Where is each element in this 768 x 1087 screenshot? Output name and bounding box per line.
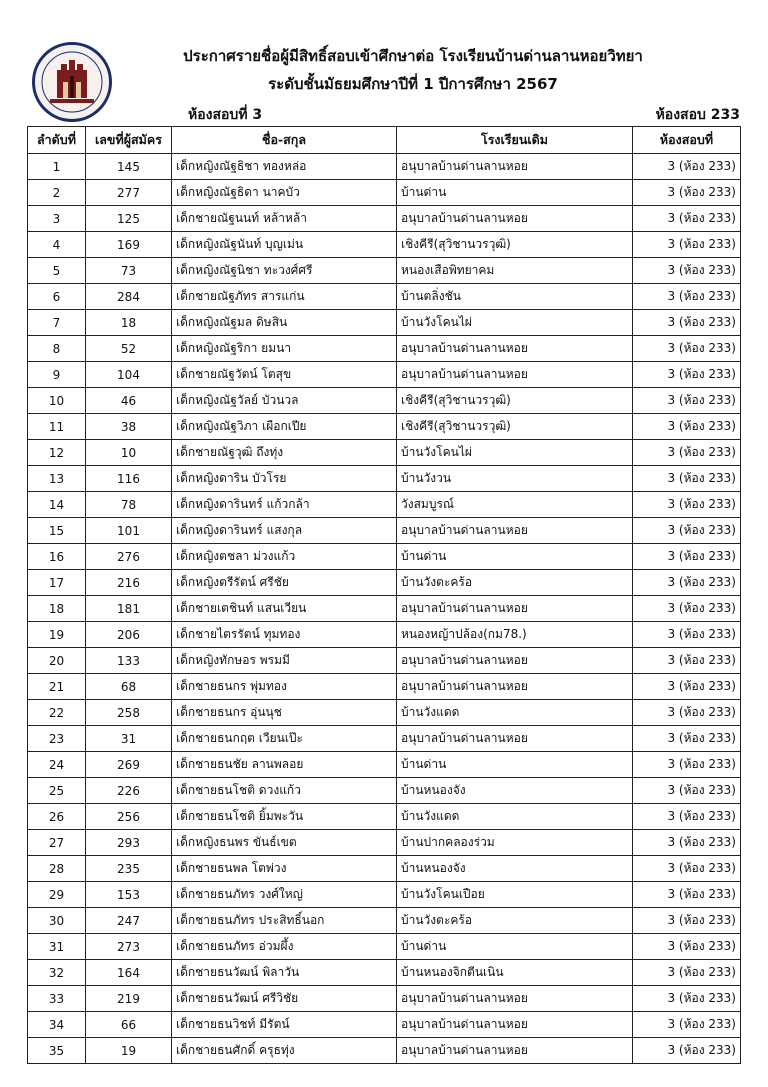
student-name: เด็กชายธนกร อุ่นนุช: [172, 700, 397, 726]
row-order: 6: [28, 284, 86, 310]
row-order: 15: [28, 518, 86, 544]
row-order: 16: [28, 544, 86, 570]
student-name: เด็กชายเตชินท์ แสนเวียน: [172, 596, 397, 622]
announcement-title: ประกาศรายชื่อผู้มีสิทธิ์สอบเข้าศึกษาต่อ โรงเรียนบ้านด่านลานหอยวิทยา: [183, 47, 643, 65]
table-row: [28, 856, 741, 882]
student-name: เด็กชายณัฐวัตน์ โตสุข: [172, 362, 397, 388]
former-school: อนุบาลบ้านด่านลานหอย: [397, 336, 633, 362]
exam-room: 3 (ห้อง 233): [633, 440, 741, 466]
student-name: เด็กชายธนกร พุ่มทอง: [172, 674, 397, 700]
student-name: เด็กหญิงธนพร ขันธ์เขต: [172, 830, 397, 856]
table-row: [28, 934, 741, 960]
row-order: 7: [28, 310, 86, 336]
row-order: 1: [28, 154, 86, 180]
table-row: [28, 258, 741, 284]
applicant-number: 68: [86, 674, 172, 700]
exam-room: 3 (ห้อง 233): [633, 206, 741, 232]
former-school: เชิงคีรี(สุวิชานวรวุฒิ): [397, 232, 633, 258]
applicant-number: 256: [86, 804, 172, 830]
applicant-number: 206: [86, 622, 172, 648]
student-name: เด็กหญิงณัฐริกา ยมนา: [172, 336, 397, 362]
row-order: 21: [28, 674, 86, 700]
applicant-number: 66: [86, 1012, 172, 1038]
exam-room: 3 (ห้อง 233): [633, 1038, 741, 1064]
former-school: อนุบาลบ้านด่านลานหอย: [397, 648, 633, 674]
exam-room: 3 (ห้อง 233): [633, 986, 741, 1012]
applicant-number: 293: [86, 830, 172, 856]
exam-room: 3 (ห้อง 233): [633, 752, 741, 778]
former-school: หนองเสือพิทยาคม: [397, 258, 633, 284]
former-school: เชิงคีรี(สุวิชานวรวุฒิ): [397, 414, 633, 440]
row-order: 19: [28, 622, 86, 648]
row-order: 26: [28, 804, 86, 830]
announcement-subtitle: ระดับชั้นมัธยมศึกษาปีที่ 1 ปีการศึกษา 2567: [268, 75, 558, 93]
student-name: เด็กชายณัฐภัทร สารแก่น: [172, 284, 397, 310]
student-name: เด็กหญิงณัฐนิชา ทะวงศ์ศรี: [172, 258, 397, 284]
row-order: 4: [28, 232, 86, 258]
applicant-number: 226: [86, 778, 172, 804]
row-order: 9: [28, 362, 86, 388]
student-name: เด็กชายธนพล โตพ่วง: [172, 856, 397, 882]
table-row: [28, 388, 741, 414]
table-row: [28, 830, 741, 856]
row-order: 29: [28, 882, 86, 908]
applicant-number: 169: [86, 232, 172, 258]
applicant-number: 18: [86, 310, 172, 336]
applicant-number: 219: [86, 986, 172, 1012]
table-row: [28, 336, 741, 362]
row-order: 27: [28, 830, 86, 856]
table-row: [28, 622, 741, 648]
exam-room: 3 (ห้อง 233): [633, 570, 741, 596]
row-order: 35: [28, 1038, 86, 1064]
exam-room: 3 (ห้อง 233): [633, 414, 741, 440]
former-school: บ้านวังโคนไผ่: [397, 440, 633, 466]
student-name: เด็กหญิงณัฐวิภา เผือกเปีย: [172, 414, 397, 440]
table-row: [28, 804, 741, 830]
exam-room: 3 (ห้อง 233): [633, 154, 741, 180]
student-name: เด็กชายณัฐนนท์ หล้าหล้า: [172, 206, 397, 232]
row-order: 30: [28, 908, 86, 934]
exam-room: 3 (ห้อง 233): [633, 856, 741, 882]
exam-room: 3 (ห้อง 233): [633, 1012, 741, 1038]
former-school: บ้านวังโคนไผ่: [397, 310, 633, 336]
exam-room: 3 (ห้อง 233): [633, 310, 741, 336]
table-row: [28, 882, 741, 908]
row-order: 24: [28, 752, 86, 778]
table-row: [28, 544, 741, 570]
student-name: เด็กหญิงดารินทร์ แสงกุล: [172, 518, 397, 544]
exam-room: 3 (ห้อง 233): [633, 778, 741, 804]
row-order: 33: [28, 986, 86, 1012]
former-school: อนุบาลบ้านด่านลานหอย: [397, 206, 633, 232]
school-seal-logo: [32, 42, 112, 122]
former-school: บ้านวังแดด: [397, 700, 633, 726]
table-row: [28, 206, 741, 232]
applicant-number: 125: [86, 206, 172, 232]
exam-room: 3 (ห้อง 233): [633, 596, 741, 622]
applicant-number: 73: [86, 258, 172, 284]
row-order: 34: [28, 1012, 86, 1038]
student-name: เด็กชายธนโชติ ดวงแก้ว: [172, 778, 397, 804]
applicant-number: 276: [86, 544, 172, 570]
applicant-number: 145: [86, 154, 172, 180]
student-name: เด็กหญิงณัฐมล ดิษสิน: [172, 310, 397, 336]
applicant-number: 52: [86, 336, 172, 362]
exam-room: 3 (ห้อง 233): [633, 960, 741, 986]
former-school: อนุบาลบ้านด่านลานหอย: [397, 154, 633, 180]
former-school: อนุบาลบ้านด่านลานหอย: [397, 1038, 633, 1064]
table-row: [28, 232, 741, 258]
student-name: เด็กชายธนภัทร ประสิทธิ์นอก: [172, 908, 397, 934]
table-row: [28, 1038, 741, 1064]
applicant-number: 38: [86, 414, 172, 440]
applicant-number: 116: [86, 466, 172, 492]
seal-emblem-icon: [32, 42, 112, 122]
row-order: 10: [28, 388, 86, 414]
table-row: [28, 284, 741, 310]
student-name: เด็กหญิงณัฐวัลย์ บัวนวล: [172, 388, 397, 414]
exam-room: 3 (ห้อง 233): [633, 284, 741, 310]
student-name: เด็กชายธนภัทร อ่วมผึ้ง: [172, 934, 397, 960]
former-school: บ้านหนองจิกตีนเนิน: [397, 960, 633, 986]
row-order: 31: [28, 934, 86, 960]
former-school: อนุบาลบ้านด่านลานหอย: [397, 726, 633, 752]
exam-room: 3 (ห้อง 233): [633, 700, 741, 726]
former-school: อนุบาลบ้านด่านลานหอย: [397, 1012, 633, 1038]
exam-room: 3 (ห้อง 233): [633, 882, 741, 908]
table-row: [28, 1012, 741, 1038]
applicant-number: 19: [86, 1038, 172, 1064]
row-order: 32: [28, 960, 86, 986]
table-row: [28, 700, 741, 726]
student-name: เด็กชายไตรรัตน์ ทุมทอง: [172, 622, 397, 648]
row-order: 5: [28, 258, 86, 284]
student-name: เด็กหญิงทักษอร พรมมี: [172, 648, 397, 674]
table-row: [28, 778, 741, 804]
student-name: เด็กหญิงณัฐธิชา ทองหล่อ: [172, 154, 397, 180]
applicant-number: 273: [86, 934, 172, 960]
exam-room: 3 (ห้อง 233): [633, 648, 741, 674]
row-order: 11: [28, 414, 86, 440]
table-row: [28, 362, 741, 388]
exam-room: 3 (ห้อง 233): [633, 830, 741, 856]
former-school: บ้านหนองจัง: [397, 856, 633, 882]
applicant-number: 31: [86, 726, 172, 752]
row-order: 22: [28, 700, 86, 726]
former-school: บ้านด่าน: [397, 544, 633, 570]
table-row: [28, 674, 741, 700]
table-row: [28, 414, 741, 440]
exam-room: 3 (ห้อง 233): [633, 362, 741, 388]
former-school: บ้านวังตะคร้อ: [397, 908, 633, 934]
applicant-number: 46: [86, 388, 172, 414]
former-school: อนุบาลบ้านด่านลานหอย: [397, 362, 633, 388]
row-order: 14: [28, 492, 86, 518]
row-order: 25: [28, 778, 86, 804]
former-school: อนุบาลบ้านด่านลานหอย: [397, 986, 633, 1012]
table-row: [28, 648, 741, 674]
table-row: [28, 960, 741, 986]
exam-room: 3 (ห้อง 233): [633, 232, 741, 258]
former-school: หนองหญ้าปล้อง(กม78.): [397, 622, 633, 648]
exam-room: 3 (ห้อง 233): [633, 622, 741, 648]
applicant-number: 269: [86, 752, 172, 778]
student-name: เด็กชายณัฐวุฒิ ถึงทุ่ง: [172, 440, 397, 466]
applicant-number: 216: [86, 570, 172, 596]
row-order: 8: [28, 336, 86, 362]
column-header-exam-room: ห้องสอบที่: [633, 127, 741, 154]
student-name: เด็กหญิงดารินทร์ แก้วกล้า: [172, 492, 397, 518]
exam-room: 3 (ห้อง 233): [633, 180, 741, 206]
student-name: เด็กชายธนชัย ลานพลอย: [172, 752, 397, 778]
former-school: บ้านด่าน: [397, 180, 633, 206]
column-header-name: ชื่อ-สกุล: [172, 127, 397, 154]
table-row: [28, 154, 741, 180]
exam-room: 3 (ห้อง 233): [633, 388, 741, 414]
exam-room: 3 (ห้อง 233): [633, 258, 741, 284]
column-header-order: ลำดับที่: [28, 127, 86, 154]
applicant-number: 235: [86, 856, 172, 882]
student-name: เด็กหญิงตรีรัตน์ ศรีชัย: [172, 570, 397, 596]
former-school: เชิงคีรี(สุวิชานวรวุฒิ): [397, 388, 633, 414]
table-row: [28, 440, 741, 466]
exam-room: 3 (ห้อง 233): [633, 934, 741, 960]
applicant-number: 277: [86, 180, 172, 206]
applicant-number: 247: [86, 908, 172, 934]
exam-room: 3 (ห้อง 233): [633, 804, 741, 830]
former-school: บ้านวังตะคร้อ: [397, 570, 633, 596]
exam-room: 3 (ห้อง 233): [633, 544, 741, 570]
student-name: เด็กหญิงณัฐนันท์ บุญเม่น: [172, 232, 397, 258]
table-row: [28, 180, 741, 206]
applicant-number: 258: [86, 700, 172, 726]
row-order: 23: [28, 726, 86, 752]
table-header-row: [28, 127, 741, 154]
exam-room: 3 (ห้อง 233): [633, 674, 741, 700]
former-school: อนุบาลบ้านด่านลานหอย: [397, 596, 633, 622]
candidate-table: [27, 126, 741, 1064]
column-header-applicant-no: เลขที่ผู้สมัคร: [86, 127, 172, 154]
row-order: 18: [28, 596, 86, 622]
table-row: [28, 570, 741, 596]
row-order: 28: [28, 856, 86, 882]
applicant-number: 284: [86, 284, 172, 310]
applicant-number: 153: [86, 882, 172, 908]
applicant-number: 10: [86, 440, 172, 466]
former-school: บ้านด่าน: [397, 752, 633, 778]
row-order: 13: [28, 466, 86, 492]
table-row: [28, 518, 741, 544]
table-row: [28, 908, 741, 934]
former-school: บ้านวังโคนเปือย: [397, 882, 633, 908]
former-school: บ้านด่าน: [397, 934, 633, 960]
former-school: บ้านวังวน: [397, 466, 633, 492]
row-order: 17: [28, 570, 86, 596]
row-order: 12: [28, 440, 86, 466]
table-row: [28, 310, 741, 336]
student-name: เด็กหญิงณัฐธิดา นาคบัว: [172, 180, 397, 206]
applicant-number: 101: [86, 518, 172, 544]
exam-room-number: ห้องสอบที่ 3: [188, 107, 263, 123]
exam-room-code: ห้องสอบ 233: [655, 107, 740, 123]
former-school: อนุบาลบ้านด่านลานหอย: [397, 518, 633, 544]
student-name: เด็กชายธนวัฒน์ พิลาวัน: [172, 960, 397, 986]
student-name: เด็กหญิงตชลา ม่วงแก้ว: [172, 544, 397, 570]
former-school: บ้านปากคลองร่วม: [397, 830, 633, 856]
row-order: 20: [28, 648, 86, 674]
exam-room: 3 (ห้อง 233): [633, 466, 741, 492]
table-row: [28, 726, 741, 752]
column-header-former-school: โรงเรียนเดิม: [397, 127, 633, 154]
exam-room: 3 (ห้อง 233): [633, 492, 741, 518]
former-school: บ้านตลิ่งชัน: [397, 284, 633, 310]
exam-room: 3 (ห้อง 233): [633, 908, 741, 934]
student-name: เด็กชายธนกฤต เวียนเป๊ะ: [172, 726, 397, 752]
student-name: เด็กชายธนภัทร วงศ์ใหญ่: [172, 882, 397, 908]
row-order: 2: [28, 180, 86, 206]
student-name: เด็กชายธนวัฒน์ ศรีวิชัย: [172, 986, 397, 1012]
applicant-number: 181: [86, 596, 172, 622]
student-name: เด็กหญิงดาริน บัวโรย: [172, 466, 397, 492]
former-school: บ้านวังแดด: [397, 804, 633, 830]
exam-room: 3 (ห้อง 233): [633, 518, 741, 544]
table-row: [28, 752, 741, 778]
applicant-number: 78: [86, 492, 172, 518]
table-row: [28, 492, 741, 518]
applicant-number: 164: [86, 960, 172, 986]
applicant-number: 104: [86, 362, 172, 388]
former-school: บ้านหนองจัง: [397, 778, 633, 804]
former-school: วังสมบูรณ์: [397, 492, 633, 518]
former-school: อนุบาลบ้านด่านลานหอย: [397, 674, 633, 700]
table-row: [28, 986, 741, 1012]
student-name: เด็กชายธนศักดิ์ ครุธทุ่ง: [172, 1038, 397, 1064]
student-name: เด็กชายธนวิชท์ มีรัตน์: [172, 1012, 397, 1038]
table-row: [28, 466, 741, 492]
student-name: เด็กชายธนโชติ ยิ้มพะวัน: [172, 804, 397, 830]
exam-room: 3 (ห้อง 233): [633, 336, 741, 362]
row-order: 3: [28, 206, 86, 232]
applicant-number: 133: [86, 648, 172, 674]
exam-room: 3 (ห้อง 233): [633, 726, 741, 752]
table-row: [28, 596, 741, 622]
